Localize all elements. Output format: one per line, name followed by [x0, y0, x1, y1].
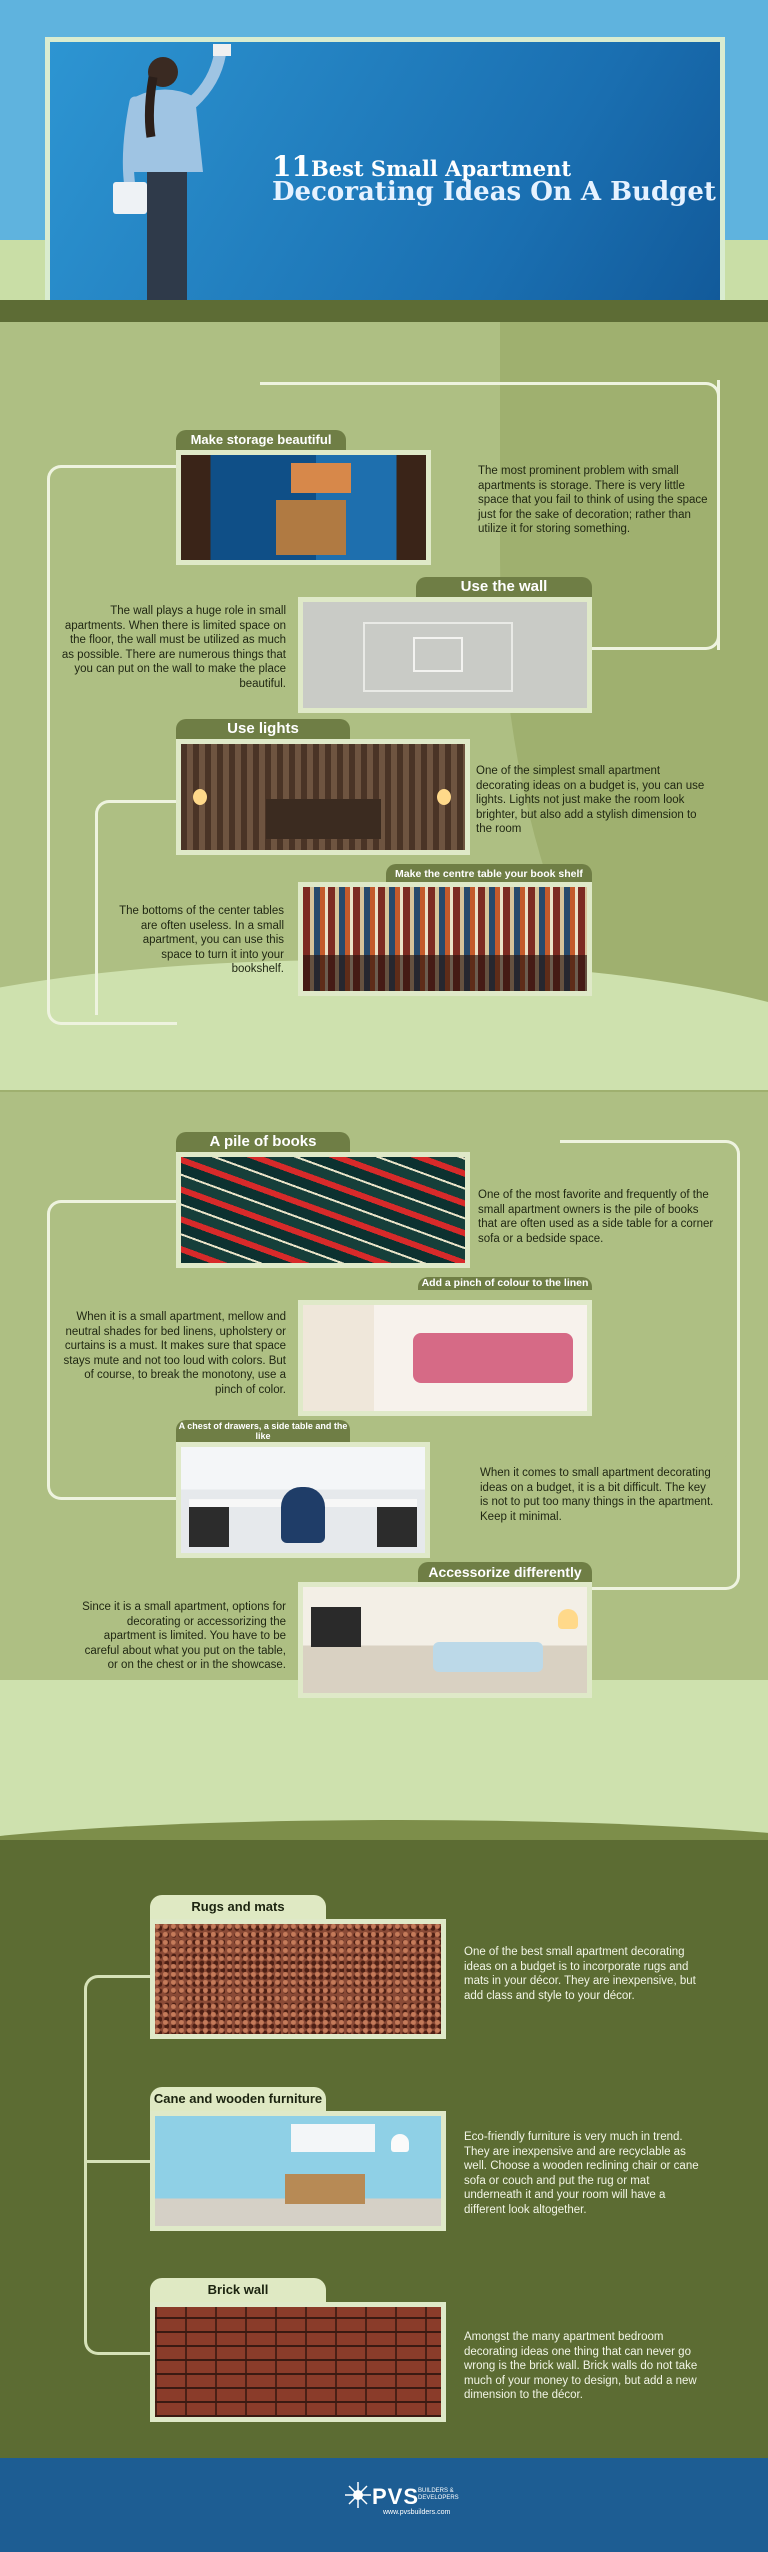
item-title-tab: Rugs and mats [150, 1895, 326, 1919]
book-pile-photo [176, 1152, 470, 1268]
item-description: Amongst the many apartment bedroom decorating ideas one thing that can never go wrong is the brick wall. Brick walls do not take much of your money to design, but add a new dimension to the décor. [464, 2331, 698, 2401]
rug-photo-image [155, 1924, 441, 2034]
wooden-cabinet-shape [285, 2174, 365, 2204]
item-title-tab: Cane and wooden furniture [150, 2087, 326, 2111]
dresser-shape [276, 500, 346, 555]
wall-photo [298, 597, 592, 713]
headline-number: 11 [272, 150, 311, 183]
headline-text-1: Best Small Apartment [310, 156, 572, 181]
item-description: One of the best small apartment decorating ideas on a budget is to incorporate rugs and mats in your décor. They are inexpensive, but add class and style to your décor. [464, 1946, 696, 2002]
company-url[interactable]: www.pvsbuilders.com [383, 2509, 451, 2516]
lights-photo-image [181, 744, 465, 850]
table-shadow-shape [303, 955, 587, 991]
item-title-tab: Use the wall [416, 577, 592, 597]
item-description: One of the most favorite and frequently of the small apartment owners is the pile of books that are often used as a side table for a corner sofa or a bedside space. [478, 1189, 714, 1245]
bed-shape [266, 799, 381, 839]
lamp-right-shape [437, 789, 451, 805]
center-frame-shape [413, 637, 463, 672]
bookshelf-photo [298, 882, 592, 996]
item-title-tab: A pile of books [176, 1132, 350, 1152]
floor-lamp-shape [391, 2134, 409, 2152]
item-description: When it comes to small apartment decorating ideas on a budget, it is a bit difficult. The key is not to put too many things in the apartment. Keep it minimal. [480, 1467, 714, 1523]
item-description: Eco-friendly furniture is very much in trend. They are inexpensive and are recyclable as well. Choose a wooden reclining chair or cane sofa or couch and put the rug or mat underneath it and your room will have a different look altogether. [464, 2131, 699, 2216]
pillow-shape [413, 1333, 573, 1383]
logo-star-icon [345, 2482, 371, 2508]
linen-photo-image [303, 1305, 587, 1411]
cane-furniture-photo-image [155, 2116, 441, 2226]
company-logo-subtitle-2: DEVELOPERS [418, 2495, 459, 2501]
brick-wall-photo [150, 2302, 446, 2422]
wall-painting-shape [291, 463, 351, 493]
drawer-right-shape [377, 1507, 417, 1547]
storage-photo-image [181, 455, 426, 560]
bookshelf-photo-image [303, 887, 587, 991]
item-title-tab: Brick wall [150, 2278, 326, 2302]
storage-photo [176, 450, 431, 565]
lamp-shape [558, 1609, 578, 1629]
living-room-photo [298, 1582, 592, 1698]
item-title-tab: Use lights [176, 719, 350, 739]
chest-desk-photo [176, 1442, 430, 1558]
tv-shape [311, 1607, 361, 1647]
wall-photo-image [303, 602, 587, 708]
drawer-left-shape [189, 1507, 229, 1547]
item-title-tab: A chest of drawers, a side table and the like [176, 1420, 350, 1442]
sofa-shape [433, 1642, 543, 1672]
lamp-left-shape [193, 789, 207, 805]
item-description: The bottoms of the center tables are often useless. In a small apartment, you can use this space to turn it into your bookshelf. [119, 905, 284, 975]
item-description: One of the simplest small apartment decorating ideas on a budget is, you can use lights. Lights not just make the room look brighter, but also add a stylish dimension to the room [476, 765, 705, 835]
brick-wall-photo-image [155, 2307, 441, 2417]
wall-art-shape [291, 2124, 375, 2152]
woman-painting-illustration [95, 42, 245, 304]
connector-line [84, 2160, 156, 2163]
book-pile-photo-image [181, 1157, 465, 1263]
item-title-tab: Accessorize differently [418, 1562, 592, 1582]
item-description: When it is a small apartment, mellow and neutral shades for bed linens, upholstery or curtains is a must. It makes sure that space stays mute and not too loud with colors. But of course, to break the monotony, use a pinch of color. [63, 1311, 286, 1396]
company-logo-text: PVS [372, 2484, 420, 2509]
item-description: The most prominent problem with small apartments is storage. There is very little space that you fail to think of using the space just for the sake of decoration; rather than utilize it for storing something. [478, 465, 708, 535]
item-title-tab: Make storage beautiful [176, 430, 346, 450]
linen-photo [298, 1300, 592, 1416]
cane-furniture-photo [150, 2111, 446, 2231]
item-description: Since it is a small apartment, options for decorating or accessorizing the apartment is limited. You have to be careful about what you put on the table, or on the chest or in the showcase. [82, 1601, 286, 1671]
chest-desk-photo-image [181, 1447, 425, 1553]
lights-photo [176, 739, 470, 855]
rug-photo [150, 1919, 446, 2039]
item-title-tab: Add a pinch of colour to the linen [418, 1277, 592, 1290]
company-logo-subtitle-1: BUILDERS & [418, 2488, 454, 2494]
headline-line-2: Decorating Ideas On A Budget [272, 177, 716, 207]
chair-shape [281, 1487, 325, 1543]
item-title-tab: Make the centre table your book shelf [386, 864, 592, 884]
dark-divider-band [0, 300, 768, 322]
item-description: The wall plays a huge role in small apartments. When there is limited space on the floor, the wall must be utilized as much as possible. There are numerous things that you can put on the wall to make the place beautiful. [61, 605, 286, 690]
living-room-photo-image [303, 1587, 587, 1693]
